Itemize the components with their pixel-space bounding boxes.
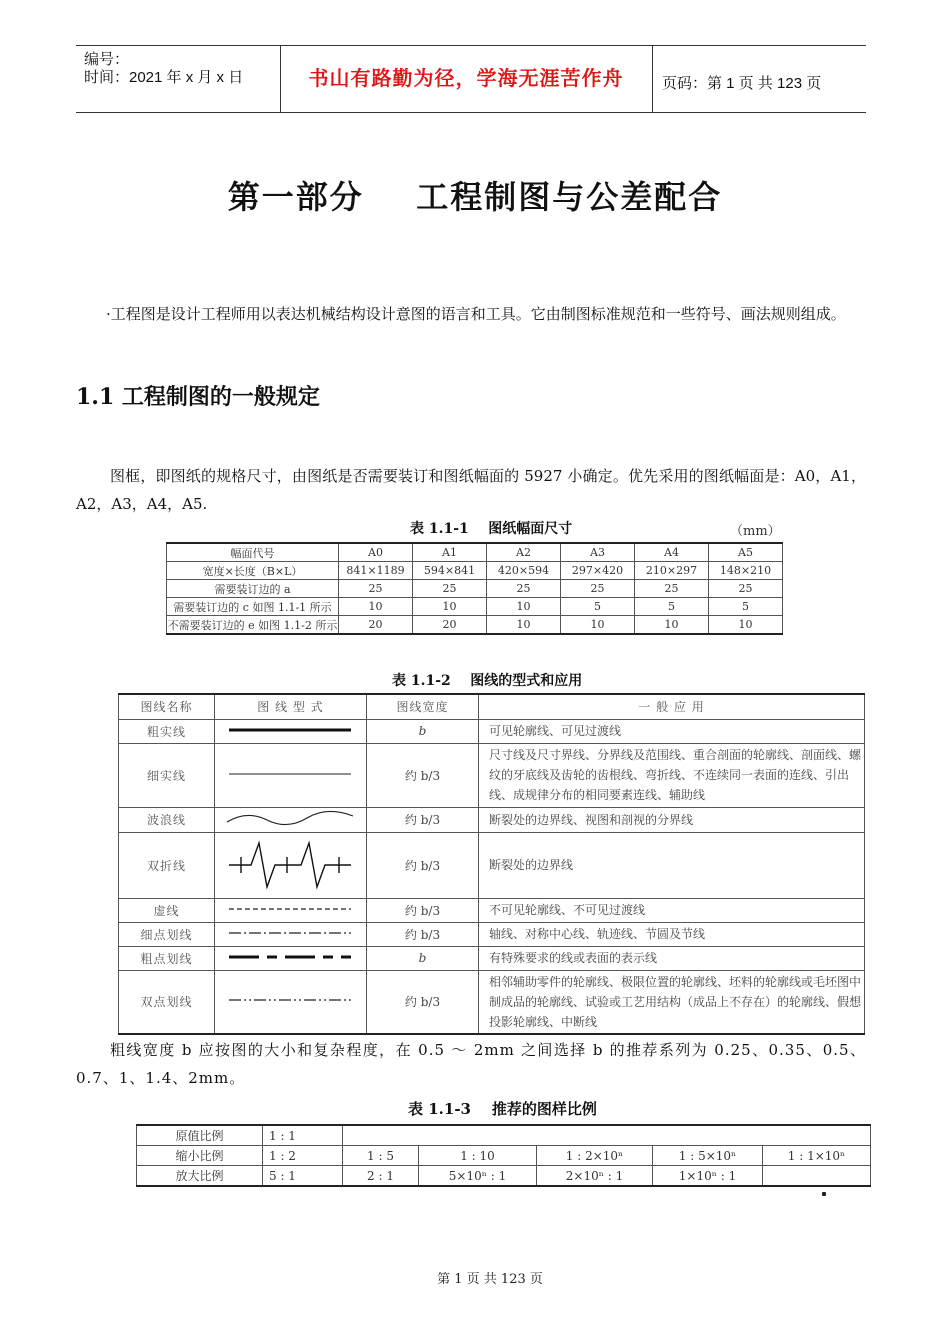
- table3-caption: 表 1.1-3 推荐的图样比例: [408, 1100, 597, 1118]
- zigzag-line-icon: [221, 835, 361, 893]
- table-cell: 2 : 1: [343, 1166, 419, 1187]
- frame-paragraph: 图框，即图纸的规格尺寸，由图纸是否需要装订和图纸幅面的 5927 小确定。优先采用的图纸幅面是：A0，A1，A2，A3，A4，A5.: [76, 467, 866, 513]
- line-application: 尺寸线及尺寸界线、分界线及范围线、重合剖面的轮廓线、剖面线、螺纹的牙底线及齿轮的齿根线、弯折线、不连续同一表面的连线、引出线、成规律分布的相同要素连线、辅助线: [479, 743, 865, 807]
- table-row: [119, 807, 865, 832]
- table-cell: 25: [709, 580, 783, 598]
- table-cell: 25: [635, 580, 709, 598]
- line-width-value: 约 b/3: [367, 832, 479, 898]
- table-header-cell: 图线宽度: [367, 694, 479, 719]
- page-footer: 第 1 页 共 123 页: [437, 1272, 543, 1287]
- table-row: [167, 598, 783, 616]
- table-cell: 1 : 10: [419, 1146, 537, 1166]
- table-cell: 5: [709, 598, 783, 616]
- table-row: [137, 1166, 871, 1187]
- table-cell: A3: [561, 543, 635, 562]
- table-cell: 幅面代号: [167, 543, 339, 562]
- line-sample-dash-dot: [215, 922, 367, 946]
- paper-size-table: [166, 542, 783, 635]
- table-cell: 20: [413, 616, 487, 635]
- line-application: 不可见轮廓线、不可见过渡线: [479, 898, 865, 922]
- table-cell: 5: [561, 598, 635, 616]
- table-cell: A0: [339, 543, 413, 562]
- table-cell: 10: [487, 616, 561, 635]
- page-title: 第一部分 工程制图与公差配合: [227, 178, 723, 216]
- line-sample-dashed: [215, 898, 367, 922]
- table-cell: 841×1189: [339, 562, 413, 580]
- line-width-value: 约 b/3: [367, 743, 479, 807]
- table-cell: 594×841: [413, 562, 487, 580]
- table-cell: [653, 1125, 763, 1146]
- table-row: [119, 743, 865, 807]
- table-cell: 20: [339, 616, 413, 635]
- table-row: [137, 1146, 871, 1166]
- line-type-name: 双点划线: [119, 970, 215, 1034]
- table-cell: 25: [413, 580, 487, 598]
- line-width-value: 约 b/3: [367, 898, 479, 922]
- table-row: [119, 832, 865, 898]
- scan-dot: [822, 1192, 826, 1196]
- line-application: 可见轮廓线、可见过渡线: [479, 719, 865, 743]
- table-cell: [343, 1125, 419, 1146]
- table-cell: 1 : 1×10ⁿ: [763, 1146, 871, 1166]
- table-cell: A5: [709, 543, 783, 562]
- line-type-name: 波浪线: [119, 807, 215, 832]
- scale-table: [136, 1124, 871, 1187]
- table-cell: 1 : 5×10ⁿ: [653, 1146, 763, 1166]
- line-application: 轴线、对称中心线、轨迹线、节圆及节线: [479, 922, 865, 946]
- page-indicator: 页码：第 1 页 共 123 页: [662, 75, 822, 92]
- table-cell: A2: [487, 543, 561, 562]
- line-sample-zigzag: [215, 832, 367, 898]
- dash-dot-line-icon: [221, 926, 361, 940]
- line-type-name: 双折线: [119, 832, 215, 898]
- line-type-name: 细实线: [119, 743, 215, 807]
- table-row: [119, 898, 865, 922]
- table-header-cell: 图线名称: [119, 694, 215, 719]
- thick-dash-dot-line-icon: [221, 950, 361, 964]
- line-type-table: [118, 693, 865, 1035]
- line-width-value: b: [367, 719, 479, 743]
- table-cell: 25: [561, 580, 635, 598]
- table-cell: A4: [635, 543, 709, 562]
- table-cell: 1 : 2: [263, 1146, 343, 1166]
- table-cell: 1 : 5: [343, 1146, 419, 1166]
- table1-caption: 表 1.1-1 图纸幅面尺寸: [410, 521, 573, 537]
- table-cell: 缩小比例: [137, 1146, 263, 1166]
- table-cell: 10: [635, 616, 709, 635]
- thick-solid-line-icon: [221, 723, 361, 737]
- line-type-name: 粗点划线: [119, 946, 215, 970]
- table-cell: 148×210: [709, 562, 783, 580]
- table-cell: 5 : 1: [263, 1166, 343, 1187]
- header-top-rule: [76, 45, 866, 46]
- line-width-value: 约 b/3: [367, 807, 479, 832]
- table-cell: 不需要装订边的 e 如图 1.1-2 所示: [167, 616, 339, 635]
- table-cell: 10: [413, 598, 487, 616]
- section-heading: 1.1 工程制图的一般规定: [76, 384, 320, 410]
- intro-paragraph: ·工程图是设计工程师用以表达机械结构设计意图的语言和工具。它由制图标准规范和一些符号、画法规则组成。: [106, 305, 846, 323]
- table-cell: 25: [487, 580, 561, 598]
- table-row: [167, 580, 783, 598]
- line-width-value: 约 b/3: [367, 970, 479, 1034]
- line-width-value: 约 b/3: [367, 922, 479, 946]
- table-cell: 原值比例: [137, 1125, 263, 1146]
- table-cell: [763, 1125, 871, 1146]
- line-type-name: 细点划线: [119, 922, 215, 946]
- table-cell: 210×297: [635, 562, 709, 580]
- line-width-paragraph: 粗线宽度 b 应按图的大小和复杂程度，在 0.5 ～ 2mm 之间选择 b 的推荐系列为 0.25、0.35、0.5、0.7、1、1.4、2mm。: [76, 1041, 866, 1087]
- table-row: [119, 946, 865, 970]
- line-sample-thick-solid: [215, 719, 367, 743]
- table-row: [137, 1125, 871, 1146]
- line-type-name: 虚线: [119, 898, 215, 922]
- table-cell: A1: [413, 543, 487, 562]
- table-cell: 10: [339, 598, 413, 616]
- line-type-name: 粗实线: [119, 719, 215, 743]
- table-cell: 10: [561, 616, 635, 635]
- table-cell: 297×420: [561, 562, 635, 580]
- date-label: 时间：2021 年 x 月 x 日: [84, 69, 244, 86]
- table-row: [167, 562, 783, 580]
- table-cell: 1×10ⁿ : 1: [653, 1166, 763, 1187]
- line-sample-thin-solid: [215, 743, 367, 807]
- table-cell: 放大比例: [137, 1166, 263, 1187]
- table-row: [119, 922, 865, 946]
- table-row: [167, 543, 783, 562]
- table-row: [119, 970, 865, 1034]
- table2-caption: 表 1.1-2 图线的型式和应用: [392, 673, 583, 689]
- thin-solid-line-icon: [221, 767, 361, 781]
- table-header-row: [119, 694, 865, 719]
- table-cell: [537, 1125, 653, 1146]
- line-sample-wavy: [215, 807, 367, 832]
- header-bottom-rule: [76, 112, 866, 113]
- line-application: 断裂处的边界线: [479, 832, 865, 898]
- table-cell: 宽度×长度（B×L）: [167, 562, 339, 580]
- table-cell: 420×594: [487, 562, 561, 580]
- table-cell: 10: [709, 616, 783, 635]
- line-sample-thick-dash-dot: [215, 946, 367, 970]
- table-cell: 2×10ⁿ : 1: [537, 1166, 653, 1187]
- dashed-line-icon: [221, 902, 361, 916]
- table-header-cell: 一 般 应 用: [479, 694, 865, 719]
- table-cell: 5×10ⁿ : 1: [419, 1166, 537, 1187]
- table-row: [167, 616, 783, 635]
- table-cell: [763, 1166, 871, 1187]
- table-cell: 需要装订边的 c 如图 1.1-1 所示: [167, 598, 339, 616]
- table-header-cell: 图 线 型 式: [215, 694, 367, 719]
- serial-number-label: 编号：: [84, 51, 130, 68]
- table-cell: [419, 1125, 537, 1146]
- header-motto: 书山有路勤为径，学海无涯苦作舟: [308, 66, 624, 90]
- table-cell: 10: [487, 598, 561, 616]
- table-cell: 需要装订边的 a: [167, 580, 339, 598]
- table-cell: 25: [339, 580, 413, 598]
- line-application: 断裂处的边界线、视图和剖视的分界线: [479, 807, 865, 832]
- header-divider-right: [652, 46, 653, 113]
- line-application: 有特殊要求的线或表面的表示线: [479, 946, 865, 970]
- table-cell: 1 : 1: [263, 1125, 343, 1146]
- wavy-line-icon: [221, 808, 361, 828]
- line-width-value: b: [367, 946, 479, 970]
- line-application: 相邻辅助零件的轮廓线、极限位置的轮廓线、坯料的轮廓线或毛坯图中制成品的轮廓线、试验或工艺用结构（成品上不存在）的轮廓线、假想投影轮廓线、中断线: [479, 970, 865, 1034]
- table-row: [119, 719, 865, 743]
- dash-double-dot-line-icon: [221, 993, 361, 1007]
- table1-unit: （mm）: [730, 524, 781, 539]
- table-cell: 5: [635, 598, 709, 616]
- line-sample-dash-double-dot: [215, 970, 367, 1034]
- table-cell: 1 : 2×10ⁿ: [537, 1146, 653, 1166]
